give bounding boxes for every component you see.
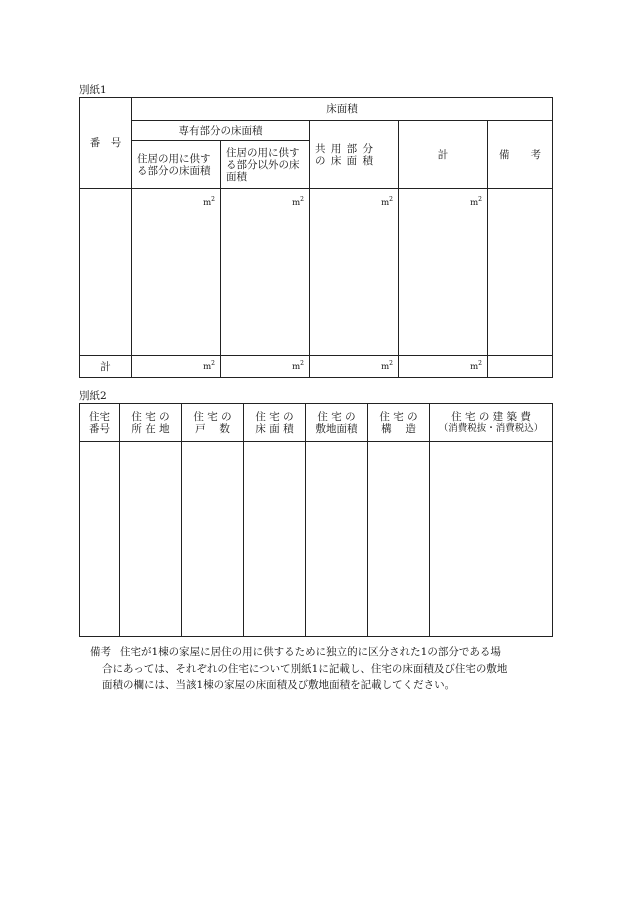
header-floor — [244, 404, 306, 442]
header-house-no-2: 番号 — [89, 422, 110, 435]
header-cost-1: 住 宅 の 建 築 費 — [451, 410, 531, 423]
unit-m: m — [203, 198, 212, 208]
header-house-no — [80, 404, 120, 442]
header-remarks: 備 考 — [488, 121, 553, 189]
total-row-label: 計 — [80, 356, 132, 378]
header-units-2: 戸 数 — [195, 422, 230, 435]
note-heading: 備考 — [90, 646, 111, 658]
total-non-residential[interactable] — [221, 356, 310, 378]
cell-house-no[interactable] — [80, 442, 120, 637]
unit-m: m — [470, 361, 479, 372]
cell-non-residential[interactable] — [221, 189, 310, 356]
unit-sup: 2 — [389, 359, 393, 367]
header-residential-text: 住居の用に供する部分の床面積 — [137, 152, 211, 177]
cell-site[interactable] — [306, 442, 368, 637]
header-non-residential-text: 住居の用に供する部分以外の床面積 — [226, 146, 300, 183]
unit-sup: 2 — [478, 359, 482, 367]
cell-total[interactable] — [399, 189, 488, 356]
sheet2-header-row — [80, 404, 553, 442]
unit-sup: 2 — [389, 196, 393, 204]
total-common[interactable] — [310, 356, 399, 378]
unit-m: m — [203, 361, 212, 372]
sheet1-label: 別紙1 — [79, 84, 107, 96]
header-common-area — [310, 121, 399, 189]
header-units — [182, 404, 244, 442]
header-residential — [132, 141, 221, 189]
header-location — [120, 404, 182, 442]
header-structure-2: 構 造 — [381, 422, 416, 435]
cell-units[interactable] — [182, 442, 244, 637]
cell-number[interactable] — [80, 189, 132, 356]
unit-m: m — [381, 361, 390, 372]
unit-m: m — [381, 198, 390, 208]
cell-remarks[interactable] — [488, 189, 553, 356]
note-line-1-text: 住宅が1棟の家屋に居住の用に供するために独立的に区分された1の部分である場 — [120, 646, 501, 658]
sheet1-total-row — [80, 356, 553, 378]
note-line-2: 合にあっては、それぞれの住宅について別紙1に記載し、住宅の床面積及び住宅の敷地 — [102, 662, 508, 675]
note-block — [90, 644, 550, 694]
note-line-3: 面積の欄には、当該1棟の家屋の床面積及び敷地面積を記載してください。 — [102, 679, 456, 691]
total-residential[interactable] — [132, 356, 221, 378]
cell-cost[interactable] — [430, 442, 553, 637]
cell-structure[interactable] — [368, 442, 430, 637]
header-structure-1: 住 宅 の — [379, 410, 418, 423]
sheet2-data-row — [80, 442, 553, 637]
header-cost — [430, 404, 553, 442]
header-floor-area: 床面積 — [132, 98, 553, 121]
unit-sup: 2 — [211, 196, 215, 204]
header-floor-2: 床 面 積 — [255, 422, 294, 435]
sheet1-table — [79, 97, 553, 378]
header-structure — [368, 404, 430, 442]
cell-residential[interactable] — [132, 189, 221, 356]
header-cost-2: （消費税抜・消費税込） — [438, 422, 544, 434]
total-remarks[interactable] — [488, 356, 553, 378]
sheet2-table — [79, 403, 553, 637]
header-non-residential — [221, 141, 310, 189]
header-location-1: 住 宅 の — [131, 410, 170, 423]
header-private-area: 専有部分の床面積 — [132, 121, 310, 141]
unit-sup: 2 — [211, 359, 215, 367]
cell-common[interactable] — [310, 189, 399, 356]
cell-floor[interactable] — [244, 442, 306, 637]
sheet1-data-row — [80, 189, 553, 356]
unit-sup: 2 — [300, 359, 304, 367]
header-location-2: 所 在 地 — [131, 422, 170, 435]
sheet2-label: 別紙2 — [79, 390, 107, 402]
header-site-1: 住 宅 の — [317, 410, 356, 423]
header-common-area-text: 共 用 部 分 の 床 面 積 — [315, 142, 375, 167]
unit-sup: 2 — [300, 196, 304, 204]
unit-m: m — [292, 361, 301, 372]
header-site — [306, 404, 368, 442]
header-house-no-1: 住宅 — [89, 410, 110, 423]
unit-m: m — [470, 198, 479, 208]
header-units-1: 住 宅 の — [193, 410, 232, 423]
total-total[interactable] — [399, 356, 488, 378]
header-floor-1: 住 宅 の — [255, 410, 294, 423]
header-total: 計 — [399, 121, 488, 189]
note-line-1 — [90, 644, 550, 661]
header-number: 番 号 — [80, 98, 132, 189]
cell-location[interactable] — [120, 442, 182, 637]
unit-m: m — [292, 198, 301, 208]
header-site-2: 敷地面積 — [315, 422, 358, 435]
unit-sup: 2 — [478, 196, 482, 204]
